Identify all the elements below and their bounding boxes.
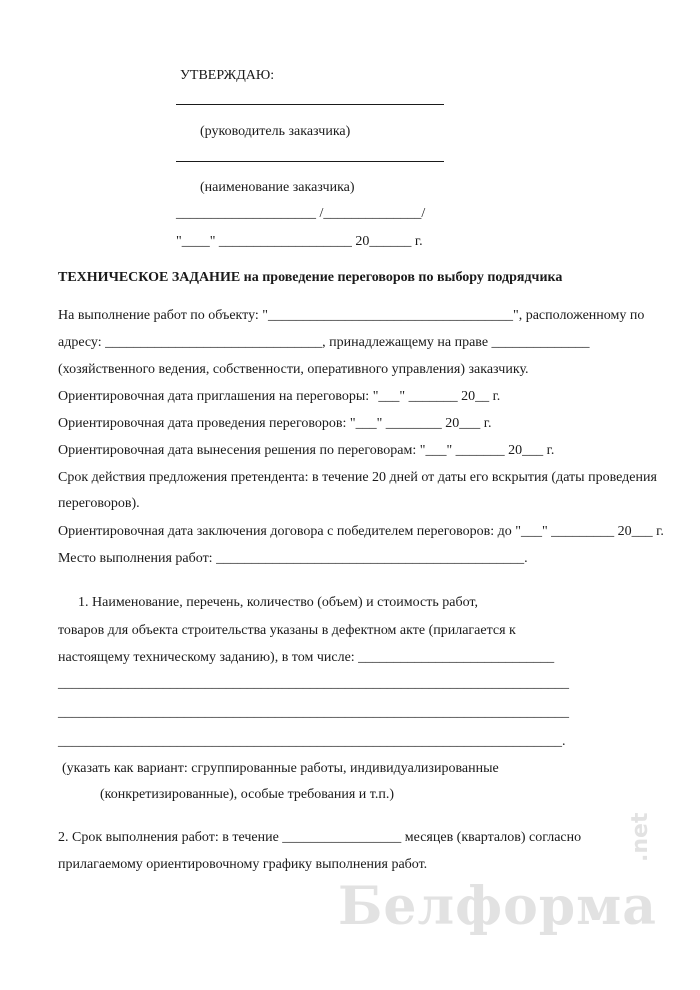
invitation-date-line: Ориентировочная дата приглашения на переговоры: "___" _______ 20__ г. [58, 389, 501, 404]
address-line: адресу: _______________________________, принадлежащему на праве ______________ [58, 335, 590, 350]
section1-blank-line: ________________________________________________________________________. [58, 734, 566, 749]
section1-line-1: 1. Наименование, перечень, количество (объем) и стоимость работ, [78, 595, 478, 610]
customer-name-line [176, 161, 444, 162]
ownership-line: (хозяйственного ведения, собственности, оперативного управления) заказчику. [58, 362, 529, 377]
section1-note-line-1: (указать как вариант: сгруппированные работы, индивидуализированные [62, 761, 499, 776]
section2-line-1: 2. Срок выполнения работ: в течение _________________ месяцев (кварталов) согласно [58, 830, 582, 845]
section1-line-2: товаров для объекта строительства указаны в дефектном акте (прилагается к [58, 623, 516, 638]
negotiation-date-line: Ориентировочная дата проведения переговоров: "___" ________ 20___ г. [58, 416, 492, 431]
offer-validity-line: Срок действия предложения претендента: в течение 20 дней от даты его вскрытия (даты проведения [58, 470, 657, 485]
signature-line: ____________________ /______________/ [176, 206, 426, 221]
approval-heading: УТВЕРЖДАЮ: [180, 68, 275, 83]
approval-date-line: "____" ___________________ 20______ г. [176, 234, 423, 249]
section1-blank-line: _________________________________________________________________________ [58, 676, 569, 691]
section1-note-line-2: (конкретизированные), особые требования и т.п.) [100, 787, 395, 802]
head-caption: (руководитель заказчика) [200, 124, 351, 139]
document-title: ТЕХНИЧЕСКОЕ ЗАДАНИЕ на проведение переговоров по выбору подрядчика [58, 270, 563, 285]
work-place-line: Место выполнения работ: ____________________________________________. [58, 551, 528, 566]
section1-line-3: настоящему техническому заданию), в том числе: ____________________________ [58, 650, 555, 665]
offer-validity-line-cont: переговоров). [58, 496, 140, 511]
decision-date-line: Ориентировочная дата вынесения решения по переговорам: "___" _______ 20___ г. [58, 443, 555, 458]
customer-name-caption: (наименование заказчика) [200, 180, 355, 195]
section1-blank-line: _________________________________________________________________________ [58, 705, 569, 720]
head-signature-line [176, 104, 444, 105]
contract-date-line: Ориентировочная дата заключения договора с победителем переговоров: до "___" _________ 20___ г. [58, 524, 664, 539]
watermark-logo: Белформа [338, 876, 657, 937]
section2-line-2: прилагаемому ориентировочному графику выполнения работ. [58, 857, 428, 872]
watermark-domain: .net [628, 812, 653, 862]
object-line: На выполнение работ по объекту: "___________________________________", расположенному по [58, 308, 645, 323]
